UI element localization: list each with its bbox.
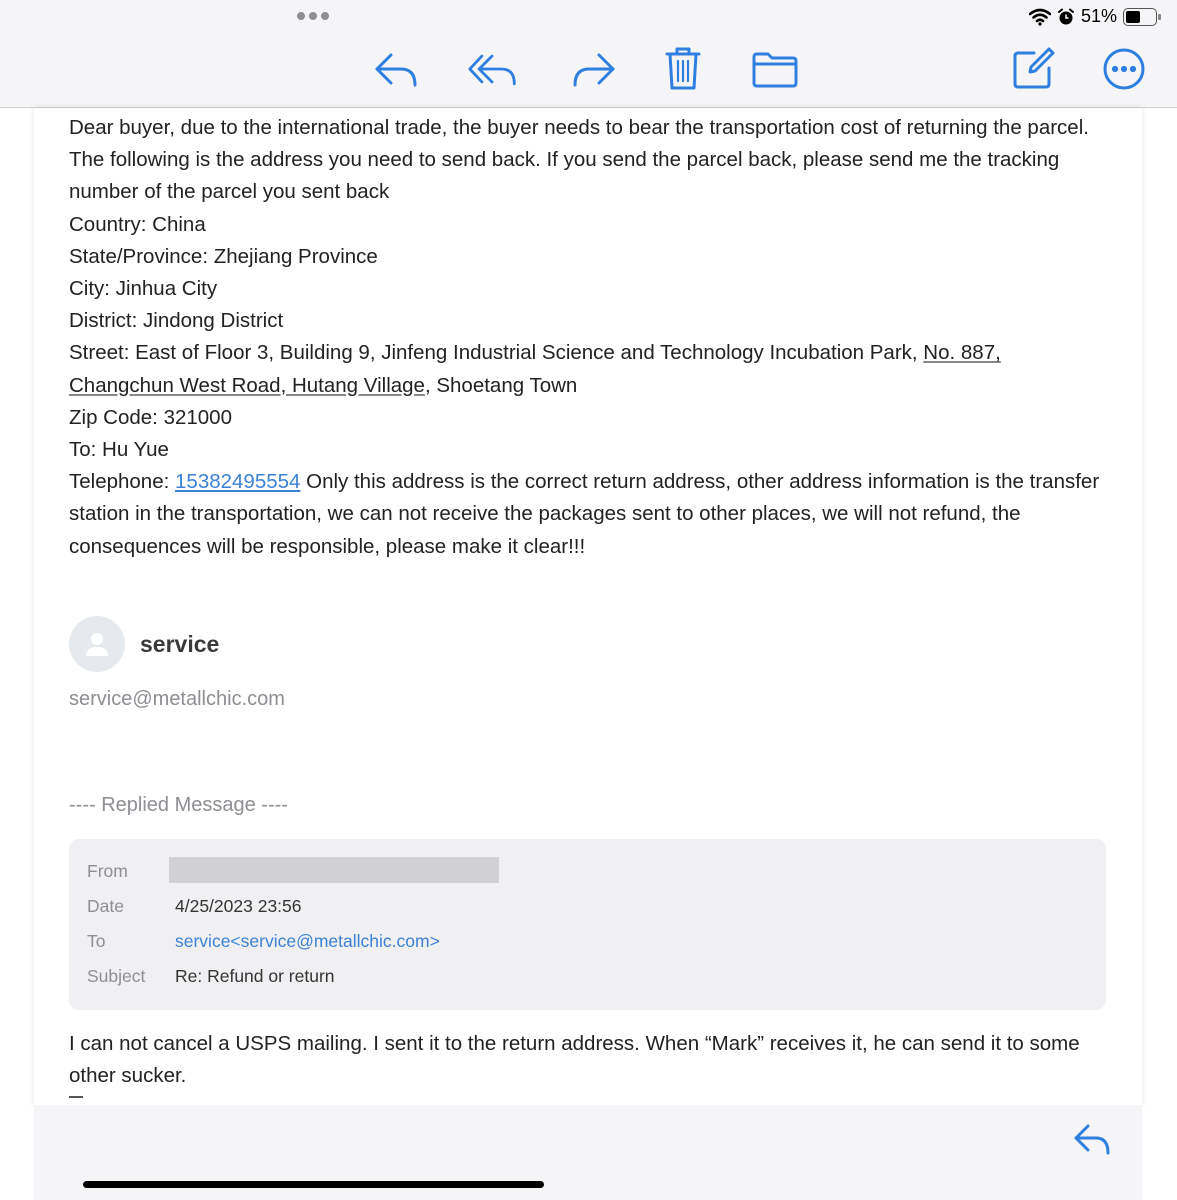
battery-percent: 51% — [1080, 6, 1117, 26]
telephone-label: Telephone: — [69, 470, 176, 494]
date-value: 4/25/2023 23:56 — [175, 896, 302, 916]
address-recipient: To: Hu Yue — [69, 438, 169, 462]
meta-subject-row — [87, 966, 335, 987]
replied-message-meta — [69, 839, 1106, 1010]
address-country: Country: China — [69, 212, 206, 236]
home-indicator[interactable] — [83, 1181, 544, 1188]
meta-to-row — [87, 931, 440, 952]
date-label: Date — [87, 896, 124, 916]
replied-message-header: ---- Replied Message ---- — [69, 794, 288, 816]
address-telephone — [69, 466, 1109, 563]
toolbar — [0, 0, 1177, 108]
more-icon — [1101, 46, 1147, 92]
alarm-icon — [1057, 8, 1075, 26]
street-prefix: Street: East of Floor 3, Building 9, Jinfeng Industrial Science and Technology Incubation Park, — [69, 341, 924, 365]
sender-signature — [69, 616, 219, 672]
trash-icon — [663, 46, 703, 92]
message-body — [69, 112, 1109, 563]
subject-value: Re: Refund or return — [175, 966, 335, 986]
multitasking-dots-icon[interactable] — [297, 12, 329, 20]
address-district: District: Jindong District — [69, 309, 284, 333]
message-view[interactable] — [34, 108, 1142, 1105]
trash-button[interactable] — [658, 44, 708, 94]
reply-button[interactable] — [371, 44, 421, 94]
address-street — [69, 337, 1109, 401]
sender-name: service — [140, 630, 220, 657]
street-address-link[interactable]: No. 887, Changchun West Road, Hutang Village — [69, 341, 1001, 397]
avatar — [69, 616, 125, 672]
forward-button[interactable] — [569, 44, 619, 94]
battery-icon — [1123, 8, 1157, 26]
message-intro: Dear buyer, due to the international trade, the buyer needs to bear the transportation cost of returning the parcel. The following is the address you need to send back. If you send the parcel back, please send me the tracking number of the parcel you sent back — [69, 116, 1089, 204]
address-city: City: Jinhua City — [69, 277, 218, 301]
meta-date-row — [87, 896, 302, 917]
reply-icon — [373, 49, 419, 89]
forward-icon — [571, 49, 617, 89]
reply-icon — [1073, 1122, 1111, 1156]
telephone-note: Only this address is the correct return address, other address information is the transfer station in the transportation, we can not receive the packages sent to other places, we will not refund, the consequences will be responsible, please make it clear!!! — [69, 470, 1100, 558]
from-label: From — [87, 861, 128, 881]
truncated-text-fragment — [69, 1096, 83, 1100]
to-value-link[interactable]: service<service@metallchic.com> — [175, 931, 440, 951]
redacted-sender — [169, 857, 499, 883]
to-label: To — [87, 931, 106, 951]
person-icon — [81, 628, 113, 660]
compose-button[interactable] — [1008, 44, 1058, 94]
status-bar — [1029, 6, 1157, 27]
sender-email: service@metallchic.com — [69, 688, 285, 710]
telephone-link[interactable]: 15382495554 — [175, 470, 301, 494]
wifi-icon — [1029, 8, 1051, 26]
reply-all-icon — [468, 49, 518, 89]
reply-button-bottom[interactable] — [1070, 1117, 1114, 1161]
street-suffix: , Shoetang Town — [424, 373, 578, 397]
folder-icon — [751, 49, 799, 89]
address-zip: Zip Code: 321000 — [69, 405, 232, 429]
reply-all-button[interactable] — [468, 44, 518, 94]
quoted-message-body: I can not cancel a USPS mailing. I sent it to the return address. When “Mark” receives it, he can send it to some other sucker. — [69, 1032, 1080, 1088]
more-button[interactable] — [1099, 44, 1149, 94]
move-to-folder-button[interactable] — [750, 44, 800, 94]
subject-label: Subject — [87, 966, 146, 986]
address-state: State/Province: Zhejiang Province — [69, 244, 378, 268]
compose-icon — [1010, 46, 1056, 92]
meta-from-row — [87, 861, 499, 883]
